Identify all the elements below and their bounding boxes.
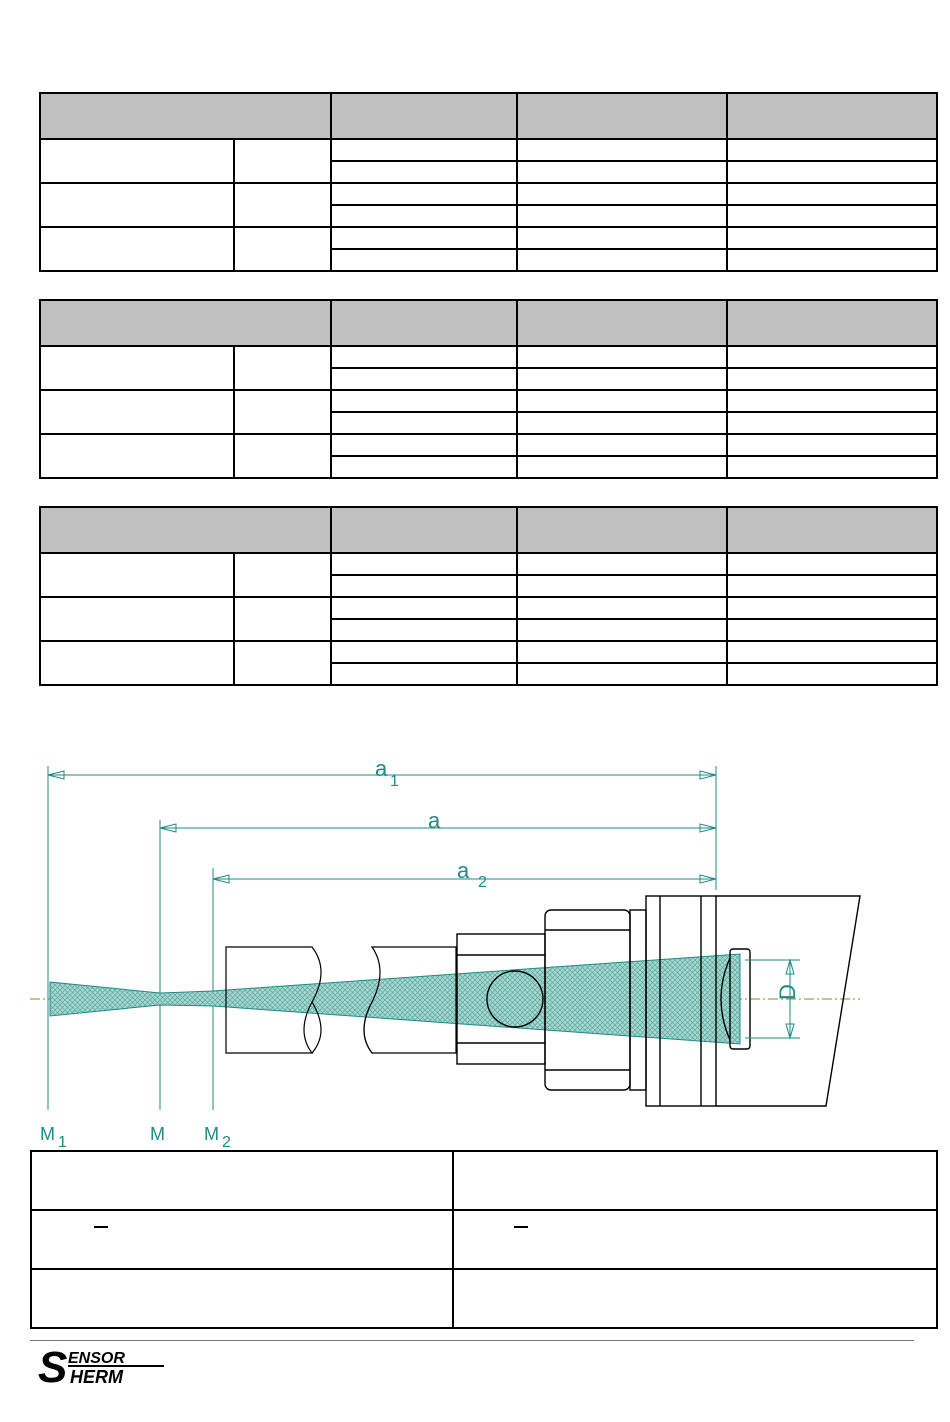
table-header-row [40, 93, 937, 139]
fraction-bar [94, 1226, 108, 1228]
spec-table-1 [39, 92, 938, 272]
table-row [31, 1210, 937, 1269]
sensortherm-logo [38, 1346, 168, 1386]
point-label-m: M [150, 1124, 165, 1144]
table-header-row [40, 300, 937, 346]
table-row [40, 139, 937, 161]
header-cell [331, 93, 517, 139]
table-row [40, 346, 937, 368]
table-row [40, 227, 937, 249]
header-cell [331, 507, 517, 553]
footer-divider [30, 1340, 914, 1341]
dim-label-a2: a [457, 858, 470, 883]
table-row [31, 1151, 937, 1210]
dim-label-a1-sub: 1 [390, 773, 399, 790]
table-row [40, 597, 937, 619]
header-cell [517, 300, 727, 346]
header-cell [517, 507, 727, 553]
formula-table [30, 1150, 938, 1329]
point-label-m1: M [40, 1124, 55, 1144]
table-row [40, 641, 937, 663]
spec-table-2 [39, 299, 938, 479]
dim-label-a: a [428, 808, 441, 833]
dim-label-a1: a [375, 756, 388, 781]
optics-drawing [0, 740, 950, 1150]
point-label-m2-sub: 2 [222, 1134, 231, 1150]
header-cell [727, 300, 937, 346]
table-row [40, 553, 937, 575]
header-cell [727, 507, 937, 553]
svg-text:S: S [38, 1346, 68, 1386]
fraction-bar [514, 1226, 528, 1228]
header-cell [517, 93, 727, 139]
svg-text:HERM: HERM [70, 1367, 123, 1386]
header-cell [40, 93, 331, 139]
table-header-row [40, 507, 937, 553]
measurement-beam [50, 954, 740, 1044]
header-cell [727, 93, 937, 139]
dim-label-d: D [775, 984, 800, 1000]
header-cell [40, 300, 331, 346]
svg-text:ENSOR: ENSOR [68, 1350, 125, 1367]
point-label-m1-sub: 1 [58, 1134, 67, 1150]
table-row [31, 1269, 937, 1328]
dimension-lines [48, 771, 716, 883]
table-row [40, 434, 937, 456]
spec-table-3 [39, 506, 938, 686]
dim-label-a2-sub: 2 [478, 874, 487, 891]
table-row [40, 390, 937, 412]
header-cell [40, 507, 331, 553]
table-row [40, 183, 937, 205]
dimension-guides [48, 766, 716, 1110]
point-label-m2: M [204, 1124, 219, 1144]
header-cell [331, 300, 517, 346]
